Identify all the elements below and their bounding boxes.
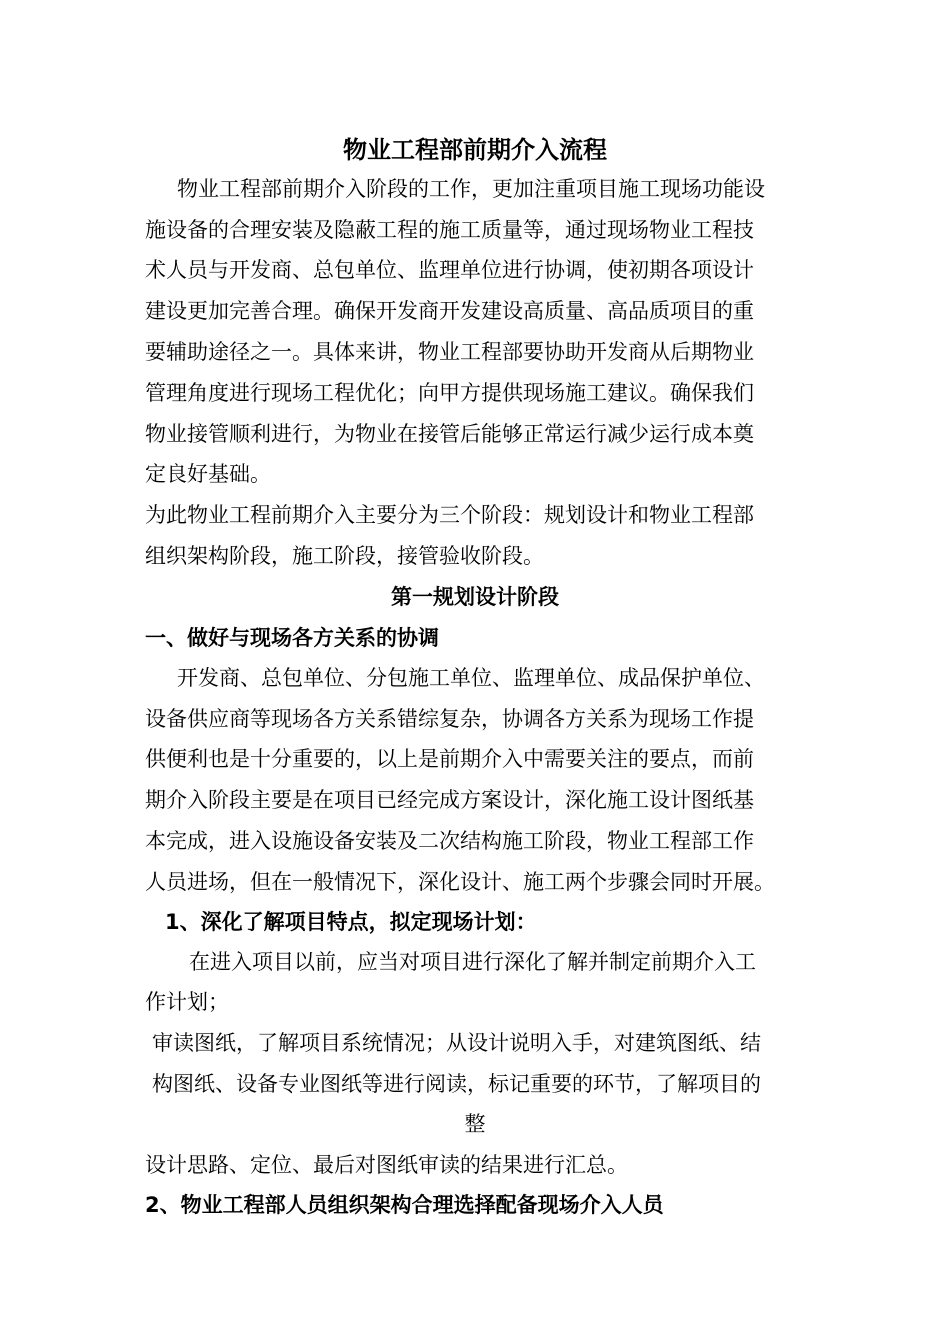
item-heading: 1、深化了解项目特点，拟定现场计划：: [165, 910, 537, 934]
intro-line: 物业接管顺利进行，为物业在接管后能够正常运行减少运行成本奠: [145, 422, 754, 446]
section-heading: 第一规划设计阶段: [391, 585, 559, 609]
item1-line: 在进入项目以前，应当对项目进行深化了解并制定前期介入工: [189, 950, 756, 974]
intro-line: 定良好基础。: [145, 462, 271, 486]
review-line: 审读图纸，了解项目系统情况；从设计说明入手，对建筑图纸、结: [152, 1031, 761, 1055]
review-line: 构图纸、设备专业图纸等进行阅读，标记重要的环节，了解项目的: [152, 1072, 761, 1096]
coordination-line: 本完成，进入设施设备安装及二次结构施工阶段，物业工程部工作: [145, 829, 754, 853]
coordination-line: 人员进场，但在一般情况下，深化设计、施工两个步骤会同时开展。: [145, 870, 775, 894]
stages-line: 为此物业工程前期介入主要分为三个阶段：规划设计和物业工程部: [145, 503, 754, 527]
coordination-line: 设备供应商等现场各方关系错综复杂，协调各方关系为现场工作提: [145, 707, 754, 731]
item1-line: 作计划；: [145, 990, 229, 1014]
coordination-line: 供便利也是十分重要的，以上是前期介入中需要关注的要点，而前: [145, 747, 754, 771]
review-line: 整: [464, 1112, 486, 1136]
intro-line: 术人员与开发商、总包单位、监理单位进行协调，使初期各项设计: [145, 258, 754, 282]
intro-line: 物业工程部前期介入阶段的工作，更加注重项目施工现场功能设: [177, 177, 765, 201]
coordination-line: 期介入阶段主要是在项目已经完成方案设计，深化施工设计图纸基: [145, 788, 754, 812]
page-title: 物业工程部前期介入流程: [343, 136, 607, 164]
intro-line: 建设更加完善合理。确保开发商开发建设高质量、高品质项目的重: [145, 299, 754, 323]
intro-line: 管理角度进行现场工程优化；向甲方提供现场施工建议。确保我们: [145, 381, 754, 405]
item-heading: 2、物业工程部人员组织架构合理选择配备现场介入人员: [145, 1193, 664, 1217]
coordination-line: 开发商、总包单位、分包施工单位、监理单位、成品保护单位、: [177, 666, 765, 690]
stages-line: 组织架构阶段，施工阶段，接管验收阶段。: [145, 544, 544, 568]
review-line: 设计思路、定位、最后对图纸审读的结果进行汇总。: [145, 1153, 628, 1177]
intro-line: 施设备的合理安装及隐蔽工程的施工质量等，通过现场物业工程技: [145, 218, 754, 242]
subsection-heading: 一、做好与现场各方关系的协调: [145, 626, 439, 650]
intro-line: 要辅助途径之一。具体来讲，物业工程部要协助开发商从后期物业: [145, 340, 754, 364]
